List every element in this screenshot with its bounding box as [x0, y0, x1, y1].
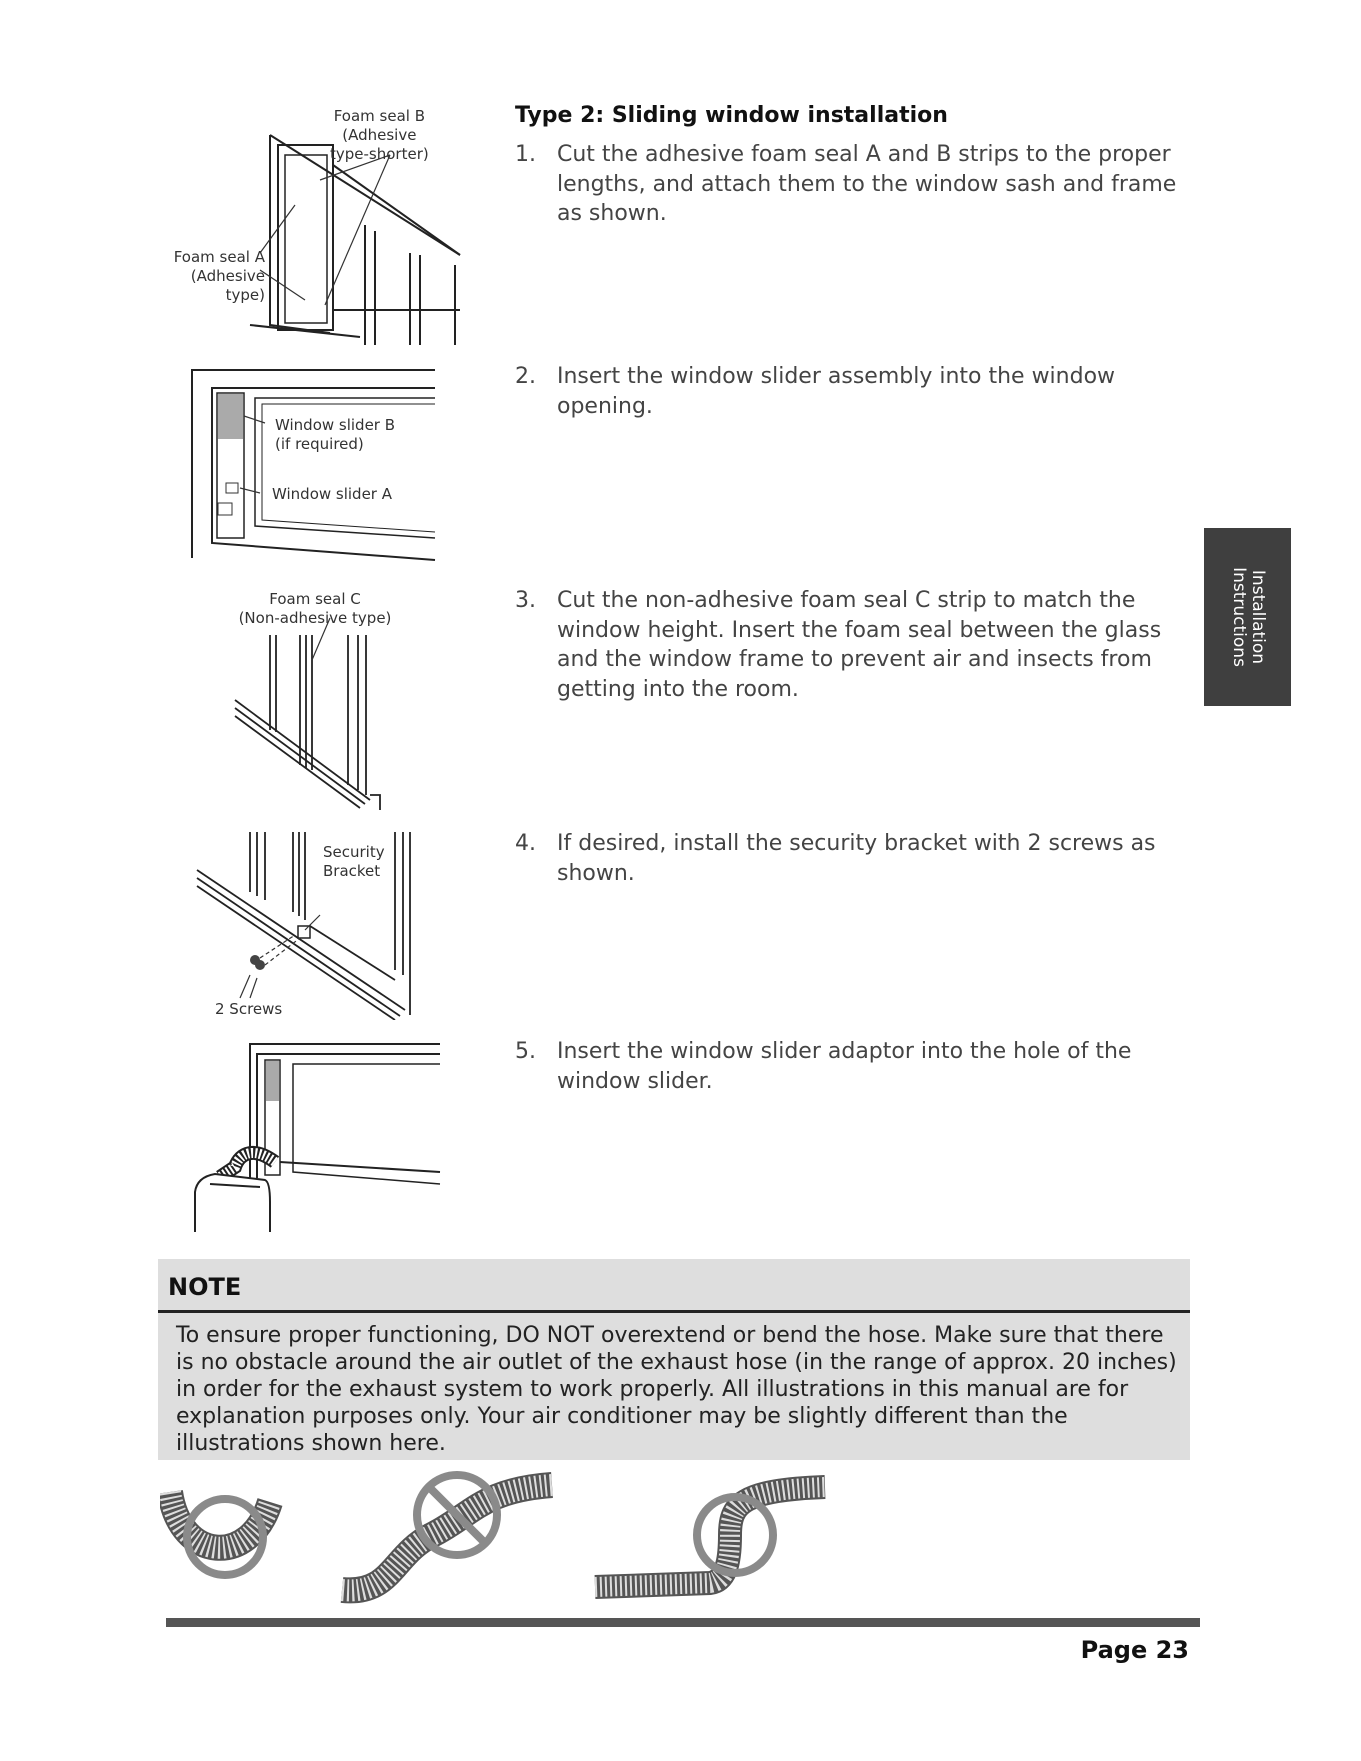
step-number: 5.	[515, 1039, 536, 1064]
figure-window-slider	[190, 368, 440, 568]
note-divider	[158, 1310, 1190, 1313]
hose-correct	[590, 1465, 830, 1614]
prohibited-icon	[160, 1472, 290, 1582]
step-4	[515, 829, 1195, 888]
step-2	[515, 362, 1195, 421]
prohibited-slash-icon	[332, 1465, 562, 1610]
note-body: To ensure proper functioning, DO NOT overextend or bend the hose. Make sure that there is no obstacle around the air outlet of the exhaust hose (in the range of approx. 20 inches) in order for the exhaust system to work properly. All illustrations in this manual are for explanation purposes only. Your air conditioner may be slightly different than the illustrations shown here.	[176, 1323, 1177, 1456]
step-number: 1.	[515, 142, 536, 167]
step-3	[515, 586, 1195, 704]
figure-security-bracket	[195, 830, 445, 1020]
step-text: Insert the window slider adaptor into the hole of the window slider.	[557, 1039, 1132, 1094]
step-number: 2.	[515, 364, 536, 389]
figure-foam-seal-c	[230, 590, 400, 810]
figure-foam-seals-ab	[160, 105, 480, 355]
security-bracket-illustration	[195, 830, 445, 1020]
step-5	[515, 1037, 1195, 1096]
step-text: If desired, install the security bracket with 2 screws as shown.	[557, 831, 1156, 886]
hose-bent-incorrect	[160, 1472, 290, 1586]
side-tab-label: Installation Instructions	[1228, 567, 1268, 667]
step-text: Cut the non-adhesive foam seal C strip to match the window height. Insert the foam seal between the glass and the window frame to prevent air and insects from getting into the room.	[557, 588, 1162, 702]
page-number: Page 23	[1080, 1636, 1189, 1664]
note-title: NOTE	[168, 1273, 242, 1301]
screws-label: 2 Screws	[215, 1000, 283, 1018]
window-slider-a-label: Window slider A	[272, 485, 393, 503]
foam-seal-a-label: Foam seal A (Adhesive type)	[173, 248, 265, 304]
figure-slider-adaptor	[185, 1042, 445, 1237]
step-number: 4.	[515, 831, 536, 856]
foam-seal-b-label: Foam seal B (Adhesive type-shorter)	[330, 107, 429, 163]
footer-rule	[166, 1618, 1200, 1627]
section-title: Type 2: Sliding window installation	[515, 103, 948, 128]
window-slider-illustration	[190, 368, 440, 568]
window-sash-illustration	[160, 105, 480, 355]
window-slider-b-label: Window slider B (if required)	[275, 416, 396, 453]
step-text: Insert the window slider assembly into the window opening.	[557, 364, 1116, 419]
step-1	[515, 140, 1195, 229]
slider-adaptor-illustration	[185, 1042, 445, 1237]
installation-instructions-tab[interactable]	[1204, 528, 1291, 706]
security-bracket-label: Security Bracket	[323, 843, 385, 880]
hose-twisted-incorrect	[332, 1465, 562, 1614]
ok-circle-icon	[590, 1465, 830, 1610]
step-text: Cut the adhesive foam seal A and B strips to the proper lengths, and attach them to the window sash and frame as shown.	[557, 142, 1177, 226]
step-number: 3.	[515, 588, 536, 613]
foam-seal-c-label: Foam seal C (Non-adhesive type)	[238, 590, 392, 627]
